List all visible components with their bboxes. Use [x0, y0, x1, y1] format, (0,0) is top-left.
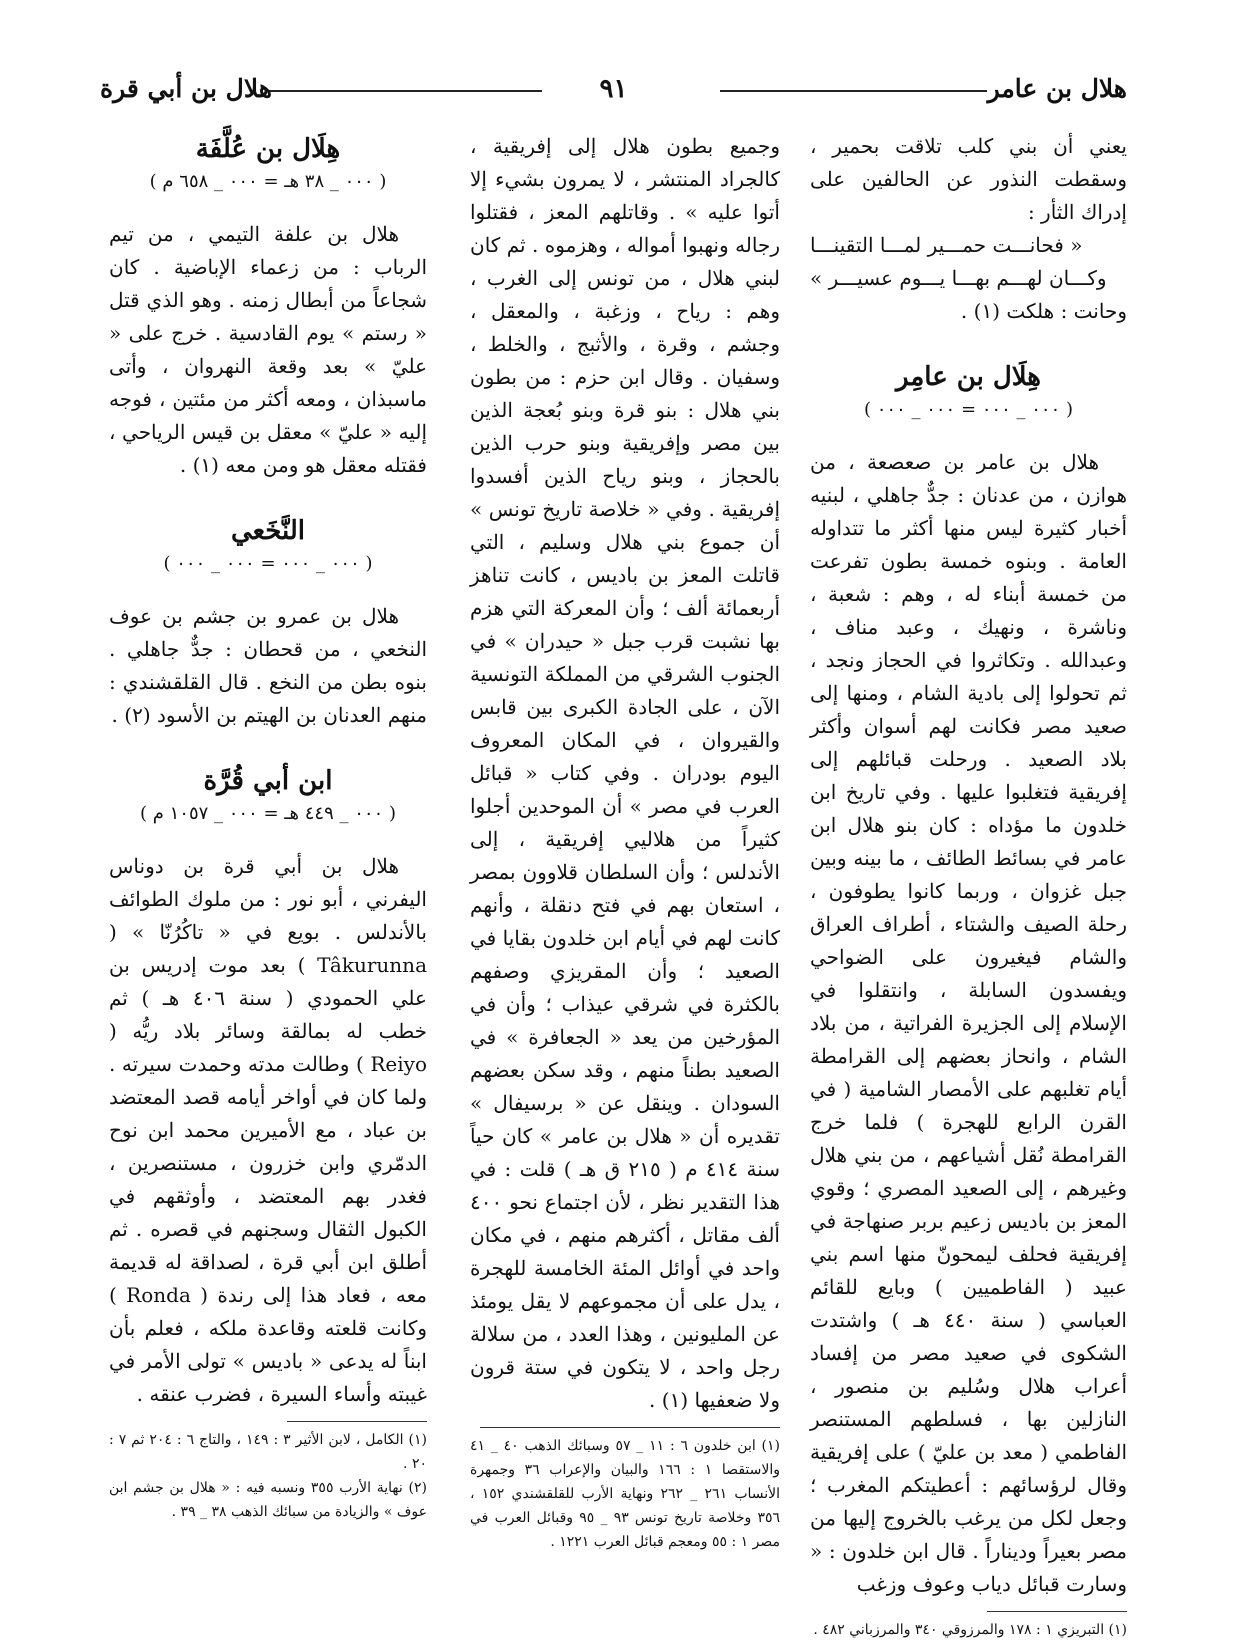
entry-dates: ( ٠٠٠ _ ٠٠٠ = ٠٠٠ _ ٠٠٠ ) [864, 399, 1073, 420]
entry-dates: ( ٠٠٠ _ ٤٤٩ هـ = ٠٠٠ _ ١٠٥٧ م ) [139, 803, 396, 824]
column-middle [470, 130, 780, 1620]
footnote: (١) الكامل ، لابن الأثير ٣ : ١٤٩ ، والتاج ٦ : ٢٠٤ ثم ٧ : ٢٠ . [109, 1432, 427, 1472]
entry-title: هِلَال بن عامِر [896, 362, 1041, 392]
footnote-rule [287, 1421, 427, 1422]
footnote: (٢) نهاية الأرب ٣٥٥ ونسبه فيه : « هلال بن جشم ابن عوف » والزيادة من سبائك الذهب ٣٨ _ ٣٩ . [109, 1480, 427, 1520]
paragraph: يعني أن بني كلب تلاقت بحمير ، وسقطت النذور عن الحالفين على إدراك الثأر : [810, 134, 1127, 224]
running-title-right: هلال بن عامر [987, 74, 1127, 103]
spacer [810, 328, 1127, 358]
header-rule-left [265, 90, 542, 92]
running-title-left: هلال بن أبي قرة [100, 74, 272, 103]
page-header [100, 72, 1127, 112]
footnote: (١) التبريزي ١ : ١٧٨ والمرزوقي ٣٤٠ والمرزباني ٤٨٢ . [813, 1622, 1127, 1638]
entry-dates: ( ٠٠٠ _ ٣٨ هـ = ٠٠٠ _ ٦٥٨ م ) [149, 171, 387, 192]
entry-body: هلال بن علفة التيمي ، من تيم الرباب : من زعماء الإباضية . كان شجاعاً من أبطال زمنه . وهو الذي قتل « رستم » يوم القادسية . خرج على « عليّ » بعد وقعة النهروان ، وأتى ماسبذان ، ومعه أكثر من مئتين ، فوجه إليه « عليّ » معقل بن قيس الرياحي ، فقتله معقل هو ومن معه (١) . [109, 222, 427, 477]
entry-title: ابن أبي قُرَّة [203, 766, 333, 796]
entry-title: النَّخَعي [231, 516, 305, 546]
footnote-rule [987, 1611, 1127, 1612]
column-right [810, 130, 1127, 1638]
paragraph: وحانت : هلكت (١) . [960, 299, 1127, 323]
entry-body: هلال بن عمرو بن جشم بن عوف النخعي ، من قحطان : جدٌّ جاهلي . بنوه بطن من النخع . قال القلقشندي : منهم العدنان بن الهيتم بن الأسود (٢) . [109, 604, 427, 727]
page-number: ٩١ [599, 74, 628, 104]
footnote: (١) ابن خلدون ٦ : ١١ _ ٥٧ وسبائك الذهب ٤٠ _ ٤١ والاستقصا ١ : ١٦٦ والبيان والإعراب ٣٦ وجمهرة الأنساب ٢٦١ _ ٢٦٢ ونهاية الأرب للقلقشندي ١٥٢ ، ٣٥٦ وخلاصة تاريخ تونس ٩٣ _ ٩٥ وقبائل العرب في مصر ١ : ٥٥ ومعجم قبائل العرب ١٢٢١ . [470, 1438, 781, 1550]
spacer [109, 732, 427, 762]
footnote-rule [480, 1427, 780, 1428]
entry-title: هِلَال بن عُلَّفَة [195, 134, 341, 164]
entry-body: هلال بن أبي قرة بن دوناس اليفرني ، أبو نور : من ملوك الطوائف بالأندلس . بويع في « تاكُرُنّا » ( Tâkurunna ) بعد موت إدريس بن علي الحمودي ( سنة ٤٠٦ هـ ) ثم خطب له بمالقة وسائر بلاد ريُّه ( Reiyo ) وطالت مدته وحمدت سيرته . ولما كان في أواخر أيامه قصد المعتضد بن عباد ، مع الأميرين محمد ابن نوح الدمّري وابن خزرون ، مستنصرين ، فغدر بهم المعتضد ، وأوثقهم في الكبول الثقال وسجنهم في قصره . ثم أطلق ابن أبي قرة ، لصداقة له قديمة معه ، فعاد هذا إلى رندة ( Ronda ) وكانت قلعته وقاعدة ملكه ، فعلم بأن ابناً له يدعى « باديس » تولى الأمر في غيبته وأساء السيرة ، فضرب عنقه . [109, 854, 427, 1406]
header-rule-right [720, 90, 987, 92]
poem-verse: وكـــان لهـــم بهـــا يـــوم عسيـــر » [810, 266, 1107, 290]
entry-dates: ( ٠٠٠ _ ٠٠٠ = ٠٠٠ _ ٠٠٠ ) [163, 553, 373, 574]
poem-verse: « فحانـــت حمـــير لمـــا التقينـــا [810, 233, 1083, 257]
spacer [109, 482, 427, 512]
column-left [109, 130, 427, 1620]
entry-body: وجميع بطون هلال إلى إفريقية ، كالجراد المنتشر ، لا يمرون بشيء إلا أتوا عليه » . وقاتلهم المعز ، فقتلوا رجاله ونهبوا أمواله ، وهزموه . ثم كان لبني هلال ، من تونس إلى الغرب ، وهم : رياح ، وزغبة ، والمعقل ، وجشم ، وقرة ، والأثبج ، والخلط ، وسفيان . وقال ابن حزم : من بطون بني هلال : بنو قرة وبنو بُعجة الذين بين مصر وإفريقية وبنو حرب الذين بالحجاز ، وبنو رياح الذين أفسدوا إفريقية . وفي « خلاصة تاريخ تونس » أن جموع بني هلال وسليم ، التي قاتلت المعز بن باديس ، كانت تناهز أربعمائة ألف ؛ وأن المعركة التي هزم بها نشبت قرب جبل « حيدران » في الجنوب الشرقي من المملكة التونسية الآن ، على الجادة الكبرى بين قابس والقيروان ، في المكان المعروف اليوم بودران . وفي كتاب « قبائل العرب في مصر » أن الموحدين أجلوا كثيراً من هلاليي إفريقية ، إلى الأندلس ؛ وأن السلطان قلاوون بمصر ، استعان بهم في فتح دنقلة ، وأنهم كانت لهم في أيام ابن خلدون بقايا في الصعيد ؛ وأن المقريزي وصفهم بالكثرة في شرقي عيذاب ؛ وأن في المؤرخين من يعد « الجعافرة » في الصعيد بطناً منهم ، وقد سكن بعضهم السودان . وينقل عن « برسيفال » تقديره أن « هلال بن عامر » كان حياً سنة ٤١٤ م ( ٢١٥ ق هـ ) قلت : في هذا التقدير نظر ، لأن اجتماع نحو ٤٠٠ ألف مقاتل ، أكثرهم منهم ، في مكان واحد في أوائل المئة الخامسة للهجرة ، يدل على أن مجموعهم لا يقل يومئذ عن المليونين ، وهذا العدد ، من سلالة رجل واحد ، لا يتكون في ستة قرون ولا ضعفيها (١) . [470, 134, 781, 1412]
entry-body: هلال بن عامر بن صعصعة ، من هوازن ، من عدنان : جدٌّ جاهلي ، لبنيه أخبار كثيرة ليس منها أكثر ما تتداوله العامة . وبنوه خمسة بطون تفرعت من خمسة أبناء له ، وهم : شعبة ، وناشرة ، ونهيك ، وعبد مناف ، وعبدالله . وتكاثروا في الحجاز ونجد ، ثم تحولوا إلى بادية الشام ، ومنها إلى صعيد مصر فكانت لهم أسوان وأكثر بلاد الصعيد . ورحلت قبائلهم إلى إفريقية فتغلبوا عليها . وفي تاريخ ابن خلدون ما مؤداه : كان بنو هلال ابن عامر في بسائط الطائف ، ما بينه وبين جبل غزوان ، وربما كانوا يطوفون ، رحلة الصيف والشتاء ، أطراف العراق والشام فيغيرون على الضواحي ويفسدون السابلة ، وانتقلوا في الإسلام إلى الجزيرة الفراتية ، من بلاد الشام ، وانحاز بعضهم إلى القرامطة أيام تغلبهم على الأمصار الشامية ( في القرن الرابع للهجرة ) فلما خرج القرامطة نُقل أشياعهم ، من بني هلال وغيرهم ، إلى الصعيد المصري ؛ وقوي المعز بن باديس زعيم بربر صنهاجة في إفريقية فحلف ليمحونّ منها اسم بني عبيد ( الفاطميين ) وبايع للقائم العباسي ( سنة ٤٤٠ هـ ) واشتدت الشكوى في صعيد مصر من إفساد أعراب هلال وسُليم بن منصور ، النازلين بها ، فسلطهم المستنصر الفاطمي ( معد بن عليّ ) على إفريقية وقال لرؤسائهم : أعطيتكم المغرب ؛ وجعل لكل من يرغب بالخروج إليها من مصر بعيراً وديناراً . قال ابن خلدون : « وسارت قبائل دياب وعوف وزغب [810, 450, 1127, 1596]
